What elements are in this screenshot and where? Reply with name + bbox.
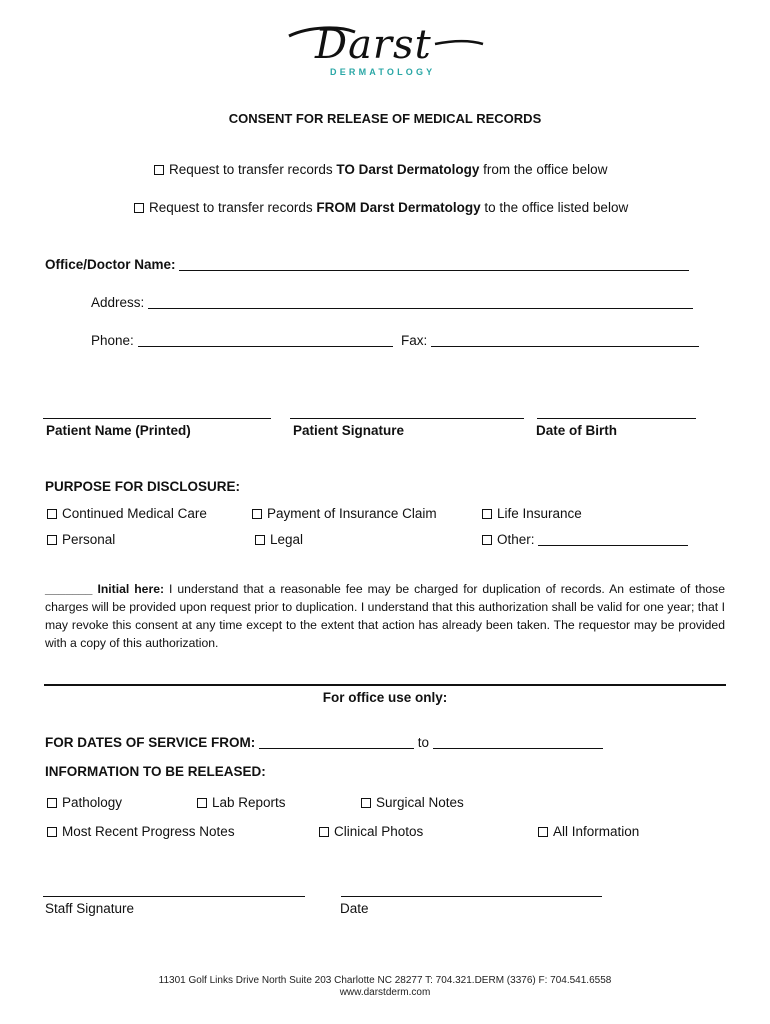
address-label: Address: (91, 295, 145, 310)
dates-label: FOR DATES OF SERVICE FROM: (45, 735, 256, 750)
fax-label: Fax: (401, 333, 428, 348)
checkbox[interactable] (47, 827, 57, 837)
footer-website[interactable]: www.darstderm.com (339, 987, 431, 998)
dates-from-field[interactable] (259, 735, 414, 749)
phone-label: Phone: (91, 333, 134, 348)
purpose-personal-label: Personal (62, 532, 116, 547)
phone-field[interactable] (138, 333, 393, 347)
fax-field[interactable] (431, 333, 699, 347)
purpose-life-insurance[interactable] (482, 506, 582, 521)
purpose-insurance-claim-label: Payment of Insurance Claim (267, 506, 437, 521)
info-all-information-label: All Information (553, 824, 640, 839)
checkbox[interactable] (197, 798, 207, 808)
footer-address: 11301 Golf Links Drive North Suite 203 Charlotte NC 28277 T: 704.321.DERM (3376) F: 704.541.6558 (158, 975, 612, 986)
info-pathology[interactable] (47, 795, 122, 810)
office-name-label: Office/Doctor Name: (45, 257, 176, 272)
purpose-personal[interactable] (47, 532, 115, 547)
office-name-row (45, 257, 689, 272)
patient-signature-line[interactable] (290, 417, 524, 419)
checkbox[interactable] (255, 535, 265, 545)
purpose-legal-label: Legal (270, 532, 304, 547)
purpose-legal[interactable] (255, 532, 303, 547)
request-from-post: to the office listed below (480, 200, 629, 215)
request-to-post: from the office below (479, 162, 608, 177)
purpose-other[interactable] (482, 532, 688, 547)
footer (0, 975, 770, 999)
checkbox[interactable] (134, 203, 144, 213)
request-from-option[interactable] (134, 200, 628, 215)
purpose-other-label: Other: (497, 532, 535, 547)
purpose-insurance-claim[interactable] (252, 506, 437, 521)
logo-subtitle: DERMATOLOGY (330, 67, 436, 77)
dob-label: Date of Birth (536, 423, 617, 438)
request-from-pre: Request to transfer records (149, 200, 317, 215)
initial-blank[interactable]: _______ (45, 582, 93, 596)
info-surgical-notes-label: Surgical Notes (376, 795, 464, 810)
dates-row (45, 735, 603, 750)
office-name-field[interactable] (179, 257, 689, 271)
purpose-heading: PURPOSE FOR DISCLOSURE: (45, 479, 241, 494)
info-clinical-photos-label: Clinical Photos (334, 824, 424, 839)
request-to-option[interactable] (154, 162, 607, 177)
info-progress-notes-label: Most Recent Progress Notes (62, 824, 235, 839)
dates-to-label: to (417, 735, 430, 750)
section-divider (44, 684, 726, 686)
phone-row (91, 333, 393, 348)
staff-date-label: Date (340, 901, 369, 916)
dob-line[interactable] (537, 417, 696, 419)
purpose-other-field[interactable] (538, 532, 688, 546)
info-progress-notes[interactable] (47, 824, 235, 839)
info-surgical-notes[interactable] (361, 795, 464, 810)
fax-row (401, 333, 699, 348)
checkbox[interactable] (47, 798, 57, 808)
address-field[interactable] (148, 295, 693, 309)
checkbox[interactable] (361, 798, 371, 808)
patient-name-label: Patient Name (Printed) (46, 423, 191, 438)
purpose-continued-care-label: Continued Medical Care (62, 506, 207, 521)
page-title: CONSENT FOR RELEASE OF MEDICAL RECORDS (228, 111, 542, 126)
checkbox[interactable] (482, 509, 492, 519)
checkbox[interactable] (154, 165, 164, 175)
request-to-bold: TO Darst Dermatology (336, 162, 480, 177)
checkbox[interactable] (252, 509, 262, 519)
request-to-pre: Request to transfer records (169, 162, 337, 177)
patient-signature-label: Patient Signature (293, 423, 405, 438)
checkbox[interactable] (47, 509, 57, 519)
initial-text: I understand that a reasonable fee may be charged for duplication of records. An estimate of those charges will be provided upon request prior to duplication. I understand that this authorization shall be valid for one year; that I may revoke this consent at any time except to the extent that action has already been taken. The requestor may be provided with a copy of this authorization. (45, 582, 726, 650)
dates-to-field[interactable] (433, 735, 603, 749)
staff-signature-label: Staff Signature (45, 901, 135, 916)
darst-logo (285, 22, 485, 82)
checkbox[interactable] (47, 535, 57, 545)
checkbox[interactable] (319, 827, 329, 837)
info-lab-reports[interactable] (197, 795, 286, 810)
checkbox[interactable] (482, 535, 492, 545)
staff-signature-line[interactable] (43, 895, 305, 897)
info-lab-reports-label: Lab Reports (212, 795, 286, 810)
initial-label: Initial here: (97, 582, 165, 596)
info-clinical-photos[interactable] (319, 824, 423, 839)
info-all-information[interactable] (538, 824, 639, 839)
staff-date-line[interactable] (341, 895, 602, 897)
info-pathology-label: Pathology (62, 795, 123, 810)
purpose-life-insurance-label: Life Insurance (497, 506, 582, 521)
request-from-bold: FROM Darst Dermatology (316, 200, 481, 215)
patient-name-line[interactable] (43, 417, 271, 419)
office-use-heading: For office use only: (322, 690, 448, 705)
initial-paragraph (45, 580, 725, 652)
checkbox[interactable] (538, 827, 548, 837)
info-heading: INFORMATION TO BE RELEASED: (45, 764, 266, 779)
purpose-continued-care[interactable] (47, 506, 207, 521)
address-row (91, 295, 693, 310)
logo-wordmark: Darst (315, 22, 432, 68)
